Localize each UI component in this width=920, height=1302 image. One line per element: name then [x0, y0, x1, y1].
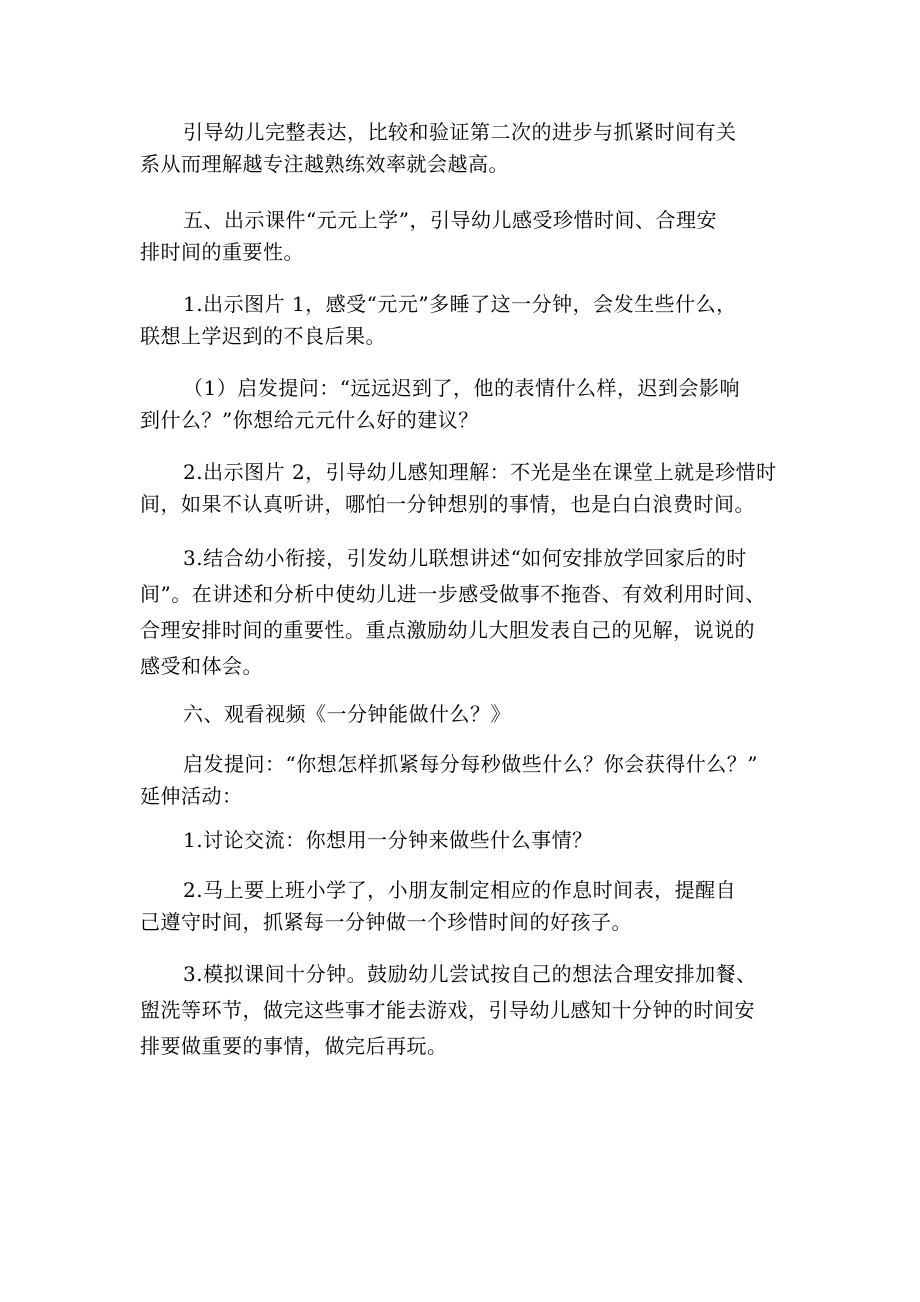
paragraph-5-line-1: 2.出示图片 2，引导幼儿感知理解：不光是坐在课堂上就是珍惜时	[183, 460, 777, 484]
paragraph-4-line-2: 到什么？”你想给元元什么好的建议？	[140, 408, 479, 432]
paragraph-11-line-1: 3.模拟课间十分钟。鼓励幼儿尝试按自己的想法合理安排加餐、	[183, 962, 757, 986]
paragraph-3-line-1: 1.出示图片 1，感受“元元”多睡了这一分钟，会发生些什么，	[183, 292, 737, 316]
paragraph-2-line-2: 排时间的重要性。	[140, 240, 304, 264]
paragraph-8-line-1: 启发提问：“你想怎样抓紧每分每秒做些什么？你会获得什么？”	[183, 752, 758, 776]
paragraph-10-line-2: 己遵守时间，抓紧每一分钟做一个珍惜时间的好孩子。	[140, 910, 632, 934]
paragraph-6-line-2: 间”。在讲述和分析中使幼儿进一步感受做事不拖沓、有效利用时间、	[140, 582, 766, 606]
paragraph-6-line-3: 合理安排时间的重要性。重点激励幼儿大胆发表自己的见解，说说的	[140, 618, 755, 642]
paragraph-4-line-1: （1）启发提问：“远远迟到了，他的表情什么样，迟到会影响	[183, 376, 740, 400]
paragraph-9-line-1: 1.讨论交流：你想用一分钟来做些什么事情？	[183, 828, 593, 852]
paragraph-6-line-1: 3.结合幼小衔接，引发幼儿联想讲述“如何安排放学回家后的时	[183, 546, 747, 570]
paragraph-2-line-1: 五、出示课件“元元上学”，引导幼儿感受珍惜时间、合理安	[183, 208, 717, 232]
paragraph-5-line-2: 间，如果不认真听讲，哪怕一分钟想别的事情，也是白白浪费时间。	[140, 492, 755, 516]
paragraph-1-line-2: 系从而理解越专注越熟练效率就会越高。	[140, 152, 509, 176]
paragraph-11-line-2: 盥洗等环节，做完这些事才能去游戏，引导幼儿感知十分钟的时间安	[140, 998, 755, 1022]
paragraph-1-line-1: 引导幼儿完整表达，比较和验证第二次的进步与抓紧时间有关	[183, 120, 737, 144]
paragraph-10-line-1: 2.马上要上班小学了，小朋友制定相应的作息时间表，提醒自	[183, 878, 737, 902]
paragraph-8-line-2: 延伸活动：	[140, 784, 243, 808]
paragraph-11-line-3: 排要做重要的事情，做完后再玩。	[140, 1034, 448, 1058]
paragraph-3-line-2: 联想上学迟到的不良后果。	[140, 324, 386, 348]
paragraph-6-line-4: 感受和体会。	[140, 654, 263, 678]
section-heading-six: 六、观看视频《一分钟能做什么？》	[183, 702, 511, 726]
